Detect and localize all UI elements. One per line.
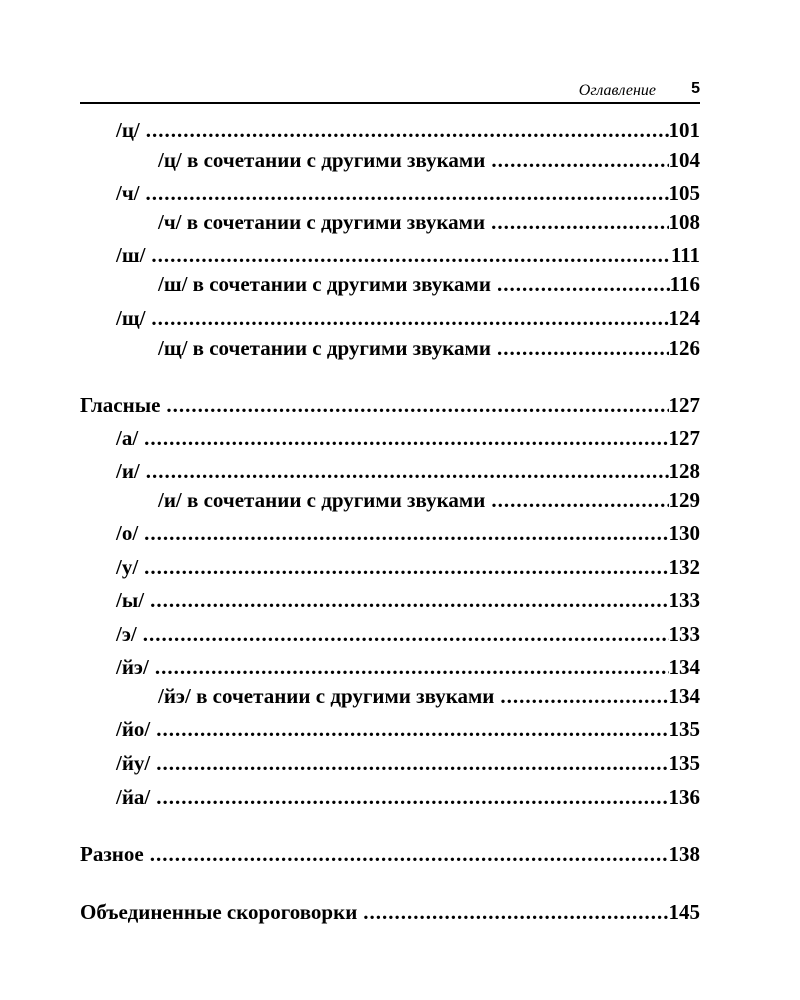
toc-section-misc: [80, 842, 700, 866]
toc-entry-page: 134: [668, 655, 700, 679]
toc-entry-label: /йа/: [116, 785, 151, 809]
dot-leader: [151, 306, 668, 330]
toc-section-label: Гласные: [80, 393, 161, 417]
toc-entry-page: 130: [668, 521, 700, 545]
toc-entry-e: [116, 622, 700, 646]
toc-entry-sh: [116, 243, 700, 267]
toc-entry-i: [116, 459, 700, 483]
toc-entry-u: [116, 555, 700, 579]
dot-leader: [491, 148, 668, 172]
toc-entry-label: /ц/: [116, 118, 140, 142]
toc-entry-o: [116, 521, 700, 545]
toc-entry-label: /и/ в сочетании с другими звуками: [158, 488, 486, 512]
toc-entry-label: /о/: [116, 521, 139, 545]
toc-entry-sh-combined: [158, 272, 700, 296]
dot-leader: [497, 272, 670, 296]
dot-leader: [491, 488, 668, 512]
toc-entry-ye: [116, 655, 700, 679]
toc-entry-label: /ш/ в сочетании с другими звуками: [158, 272, 491, 296]
toc-entry-yo: [116, 717, 700, 741]
toc-entry-label: /ц/ в сочетании с другими звуками: [158, 148, 486, 172]
toc-entry-yu: [116, 751, 700, 775]
toc-entry-page: 104: [668, 148, 700, 172]
toc-entry-page: 132: [668, 555, 700, 579]
toc-entry-page: 101: [668, 118, 700, 142]
toc-section-page: 127: [668, 393, 700, 417]
toc-entry-page: 111: [670, 243, 700, 267]
toc-entry-ya: [116, 785, 700, 809]
toc-entry-page: 128: [668, 459, 700, 483]
toc-entry-label: /йэ/ в сочетании с другими звуками: [158, 684, 495, 708]
dot-leader: [144, 555, 668, 579]
dot-leader: [166, 393, 668, 417]
toc-entry-label: /йо/: [116, 717, 151, 741]
toc-entry-page: 129: [668, 488, 700, 512]
dot-leader: [143, 622, 669, 646]
toc-entry-label: /ы/: [116, 588, 145, 612]
toc-entry-page: 126: [668, 336, 700, 360]
dot-leader: [150, 588, 668, 612]
dot-leader: [146, 118, 669, 142]
toc-entry-page: 133: [668, 622, 700, 646]
toc-entry-label: /э/: [116, 622, 137, 646]
dot-leader: [150, 842, 669, 866]
toc-entry-ts: [116, 118, 700, 142]
dot-leader: [155, 655, 669, 679]
toc-entry-label: /ч/: [116, 181, 140, 205]
dot-leader: [144, 426, 668, 450]
toc-section-combined-tongue-twisters: [80, 900, 700, 924]
dot-leader: [156, 717, 668, 741]
dot-leader: [156, 751, 668, 775]
toc-entry-page: 135: [668, 717, 700, 741]
dot-leader: [146, 181, 669, 205]
toc-entry-page: 136: [668, 785, 700, 809]
toc-entry-ch: [116, 181, 700, 205]
running-header: [80, 78, 700, 104]
toc-entry-page: 108: [668, 210, 700, 234]
toc-entry-label: /у/: [116, 555, 139, 579]
toc-entry-label: /йэ/: [116, 655, 149, 679]
dot-leader: [151, 243, 670, 267]
toc-entry-a: [116, 426, 700, 450]
toc-entry-label: /а/: [116, 426, 139, 450]
toc-section-page: 145: [668, 900, 700, 924]
toc-entry-shch-combined: [158, 336, 700, 360]
toc-section-label: Объединенные скороговорки: [80, 900, 358, 924]
dot-leader: [156, 785, 668, 809]
toc-entry-label: /щ/: [116, 306, 146, 330]
toc-entry-shch: [116, 306, 700, 330]
header-title: Оглавление: [578, 82, 656, 99]
toc-entry-ye-combined: [158, 684, 700, 708]
toc-entry-ch-combined: [158, 210, 700, 234]
toc-entry-label: /ч/ в сочетании с другими звуками: [158, 210, 486, 234]
dot-leader: [500, 684, 668, 708]
toc-entry-page: 127: [668, 426, 700, 450]
toc-entry-label: /и/: [116, 459, 140, 483]
toc-section-vowels: [80, 393, 700, 417]
toc-section-label: Разное: [80, 842, 144, 866]
toc-entry-page: 116: [669, 272, 700, 296]
toc-entry-page: 133: [668, 588, 700, 612]
toc-entry-label: /щ/ в сочетании с другими звуками: [158, 336, 491, 360]
toc-entry-i-combined: [158, 488, 700, 512]
toc-entry-page: 124: [668, 306, 700, 330]
toc-entry-page: 105: [668, 181, 700, 205]
toc-entry-page: 134: [668, 684, 700, 708]
toc-section-page: 138: [668, 842, 700, 866]
toc-entry-label: /йу/: [116, 751, 151, 775]
dot-leader: [497, 336, 669, 360]
toc-entry-y: [116, 588, 700, 612]
header-page-number: 5: [691, 80, 700, 97]
toc-entry-page: 135: [668, 751, 700, 775]
dot-leader: [146, 459, 669, 483]
toc-entry-label: /ш/: [116, 243, 146, 267]
dot-leader: [363, 900, 668, 924]
dot-leader: [144, 521, 668, 545]
dot-leader: [491, 210, 668, 234]
toc-entry-ts-combined: [158, 148, 700, 172]
